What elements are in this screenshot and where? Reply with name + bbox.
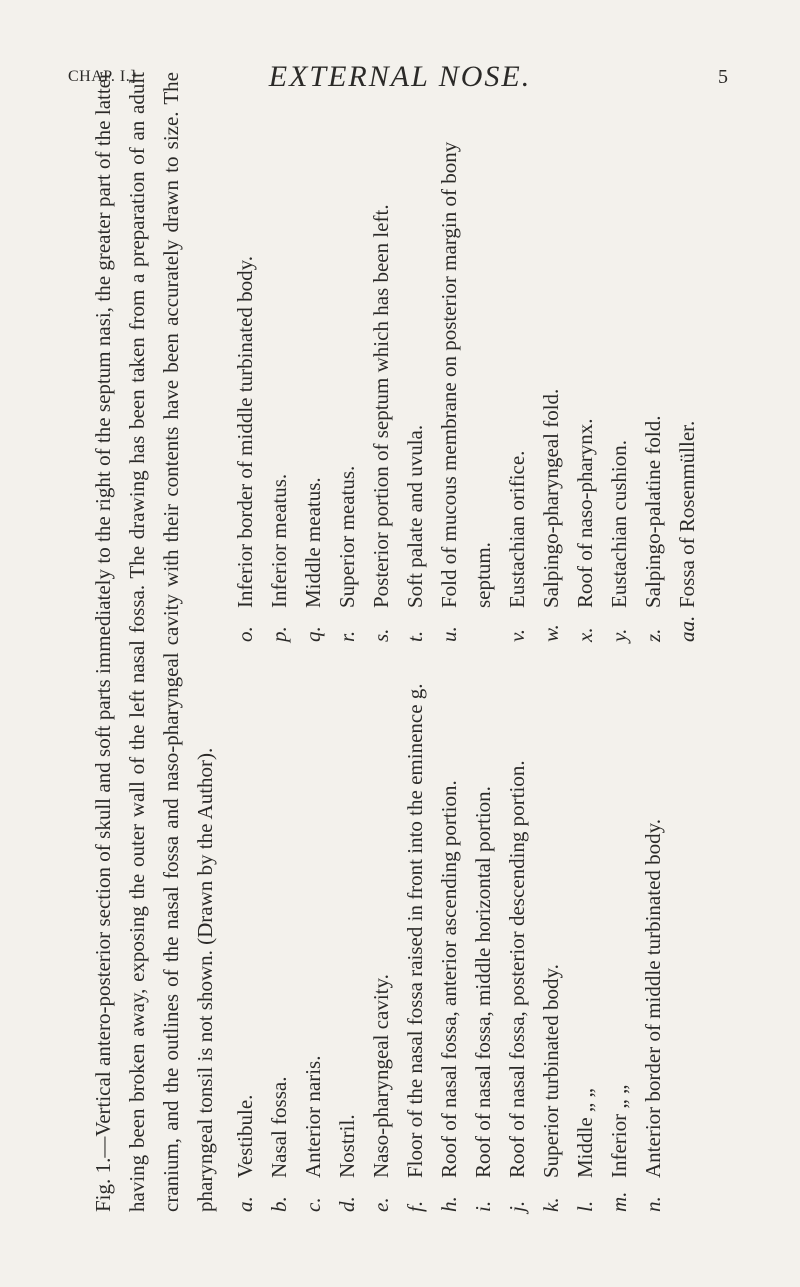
legend-key: m. [607,1191,631,1212]
page-title: EXTERNAL NOSE. [268,60,532,93]
legend-item [228,72,262,642]
legend-text: Posterior portion of septum which has been left. [369,204,393,608]
legend-key: d. [335,1196,359,1212]
legend-item [432,642,466,1212]
legend-text: Inferior „ „ [607,1084,631,1178]
legend-key: z. [641,628,665,642]
legend-item [296,642,330,1212]
legend-key: w. [539,624,563,642]
legend-text: Salpingo-palatine fold. [641,415,665,608]
legend-item [500,72,534,642]
legend-text: Nostril. [335,1114,359,1178]
legend-key: o. [233,626,257,642]
legend-key: f. [403,1200,427,1212]
legend-item [602,72,636,642]
legend-item [568,642,602,1212]
legend-key: c. [301,1197,325,1212]
legend-key: k. [539,1197,563,1212]
legend-text: Fold of mucous membrane on posterior margin of bony septum. [437,141,495,608]
legend-text: Nasal fossa. [267,1076,291,1178]
legend-item [534,72,568,642]
legend-text: Roof of nasal fossa, anterior ascending portion. [437,780,461,1178]
legend-key: i. [471,1200,495,1212]
legend-key: v. [505,628,529,642]
legend-key: s. [369,628,393,642]
legend-text: Roof of nasal fossa, middle horizontal portion. [471,786,495,1178]
legend-key: a. [233,1196,257,1212]
legend-text: Middle meatus. [301,477,325,608]
legend-item [364,642,398,1212]
legend-item [636,642,670,1212]
legend-text: Anterior naris. [301,1055,325,1178]
legend-text: Inferior border of middle turbinated body. [233,255,257,608]
legend-key: j. [505,1200,529,1212]
legend-text: Superior meatus. [335,465,359,608]
legend-key: aa. [675,615,699,642]
chapter-label: CHAP. I.] [68,68,137,85]
legend-key: x. [573,627,597,642]
legend-item [398,642,432,1212]
legend-text: Roof of nasal fossa, posterior descending portion. [505,760,529,1178]
legend-key: q. [301,626,325,642]
legend-item [296,72,330,642]
legend-text: Superior turbinated body. [539,964,563,1178]
legend-item [636,72,670,642]
legend-key: n. [641,1196,665,1212]
legend-key: h. [437,1196,461,1212]
legend-left-column [228,642,704,1212]
legend-item [364,72,398,642]
page-number: 5 [718,66,728,88]
legend-columns [228,72,704,1212]
legend-right-column [228,72,704,642]
legend-text: Inferior meatus. [267,473,291,608]
legend-text: Salpingo-pharyngeal fold. [539,388,563,608]
legend-item [568,72,602,642]
legend-text: Naso-pharyngeal cavity. [369,974,393,1178]
legend-item [602,642,636,1212]
legend-item [262,72,296,642]
legend-item [432,72,500,642]
legend-item [262,642,296,1212]
legend-text: Soft palate and uvula. [403,424,427,608]
legend-key: l. [573,1200,597,1212]
legend-text: Floor of the nasal fossa raised in front into the eminence g. [403,683,427,1178]
legend-item [534,642,568,1212]
legend-item [228,642,262,1212]
legend-item [330,642,364,1212]
legend-key: e. [369,1197,393,1212]
legend-key: b. [267,1196,291,1212]
legend-key: y. [607,628,631,642]
legend-text: Eustachian cushion. [607,440,631,608]
legend-text: Roof of naso-pharynx. [573,418,597,608]
rotated-figure-legend [86,72,766,1212]
legend-item [466,642,500,1212]
legend-key: t. [403,630,427,642]
legend-key: p. [267,626,291,642]
legend-item [398,72,432,642]
legend-text: Anterior border of middle turbinated body. [641,818,665,1178]
legend-text: Fossa of Rosenmüller. [675,420,699,608]
legend-key: u. [437,626,461,642]
figure-caption: Fig. 1.—Vertical antero-posterior section of skull and soft parts immediately to the right of the septum nasi, the greater part of the latter having been broken away, exposing the outer wall of the left nasal fossa. The drawing has been taken from a preparation of an adult cranium, and the outlines of the nasal fossa and naso-pharyngeal cavity with their contents have been accurately drawn to size. The pharyngeal tonsil is not shown. (Drawn by the Author). [91,72,217,1212]
legend-text: Eustachian orifice. [505,450,529,608]
legend-text: Middle „ „ [573,1088,597,1178]
legend-key: r. [335,630,359,642]
legend-item [670,72,704,642]
legend-item [330,72,364,642]
legend-text: Vestibule. [233,1094,257,1178]
legend-item [500,642,534,1212]
